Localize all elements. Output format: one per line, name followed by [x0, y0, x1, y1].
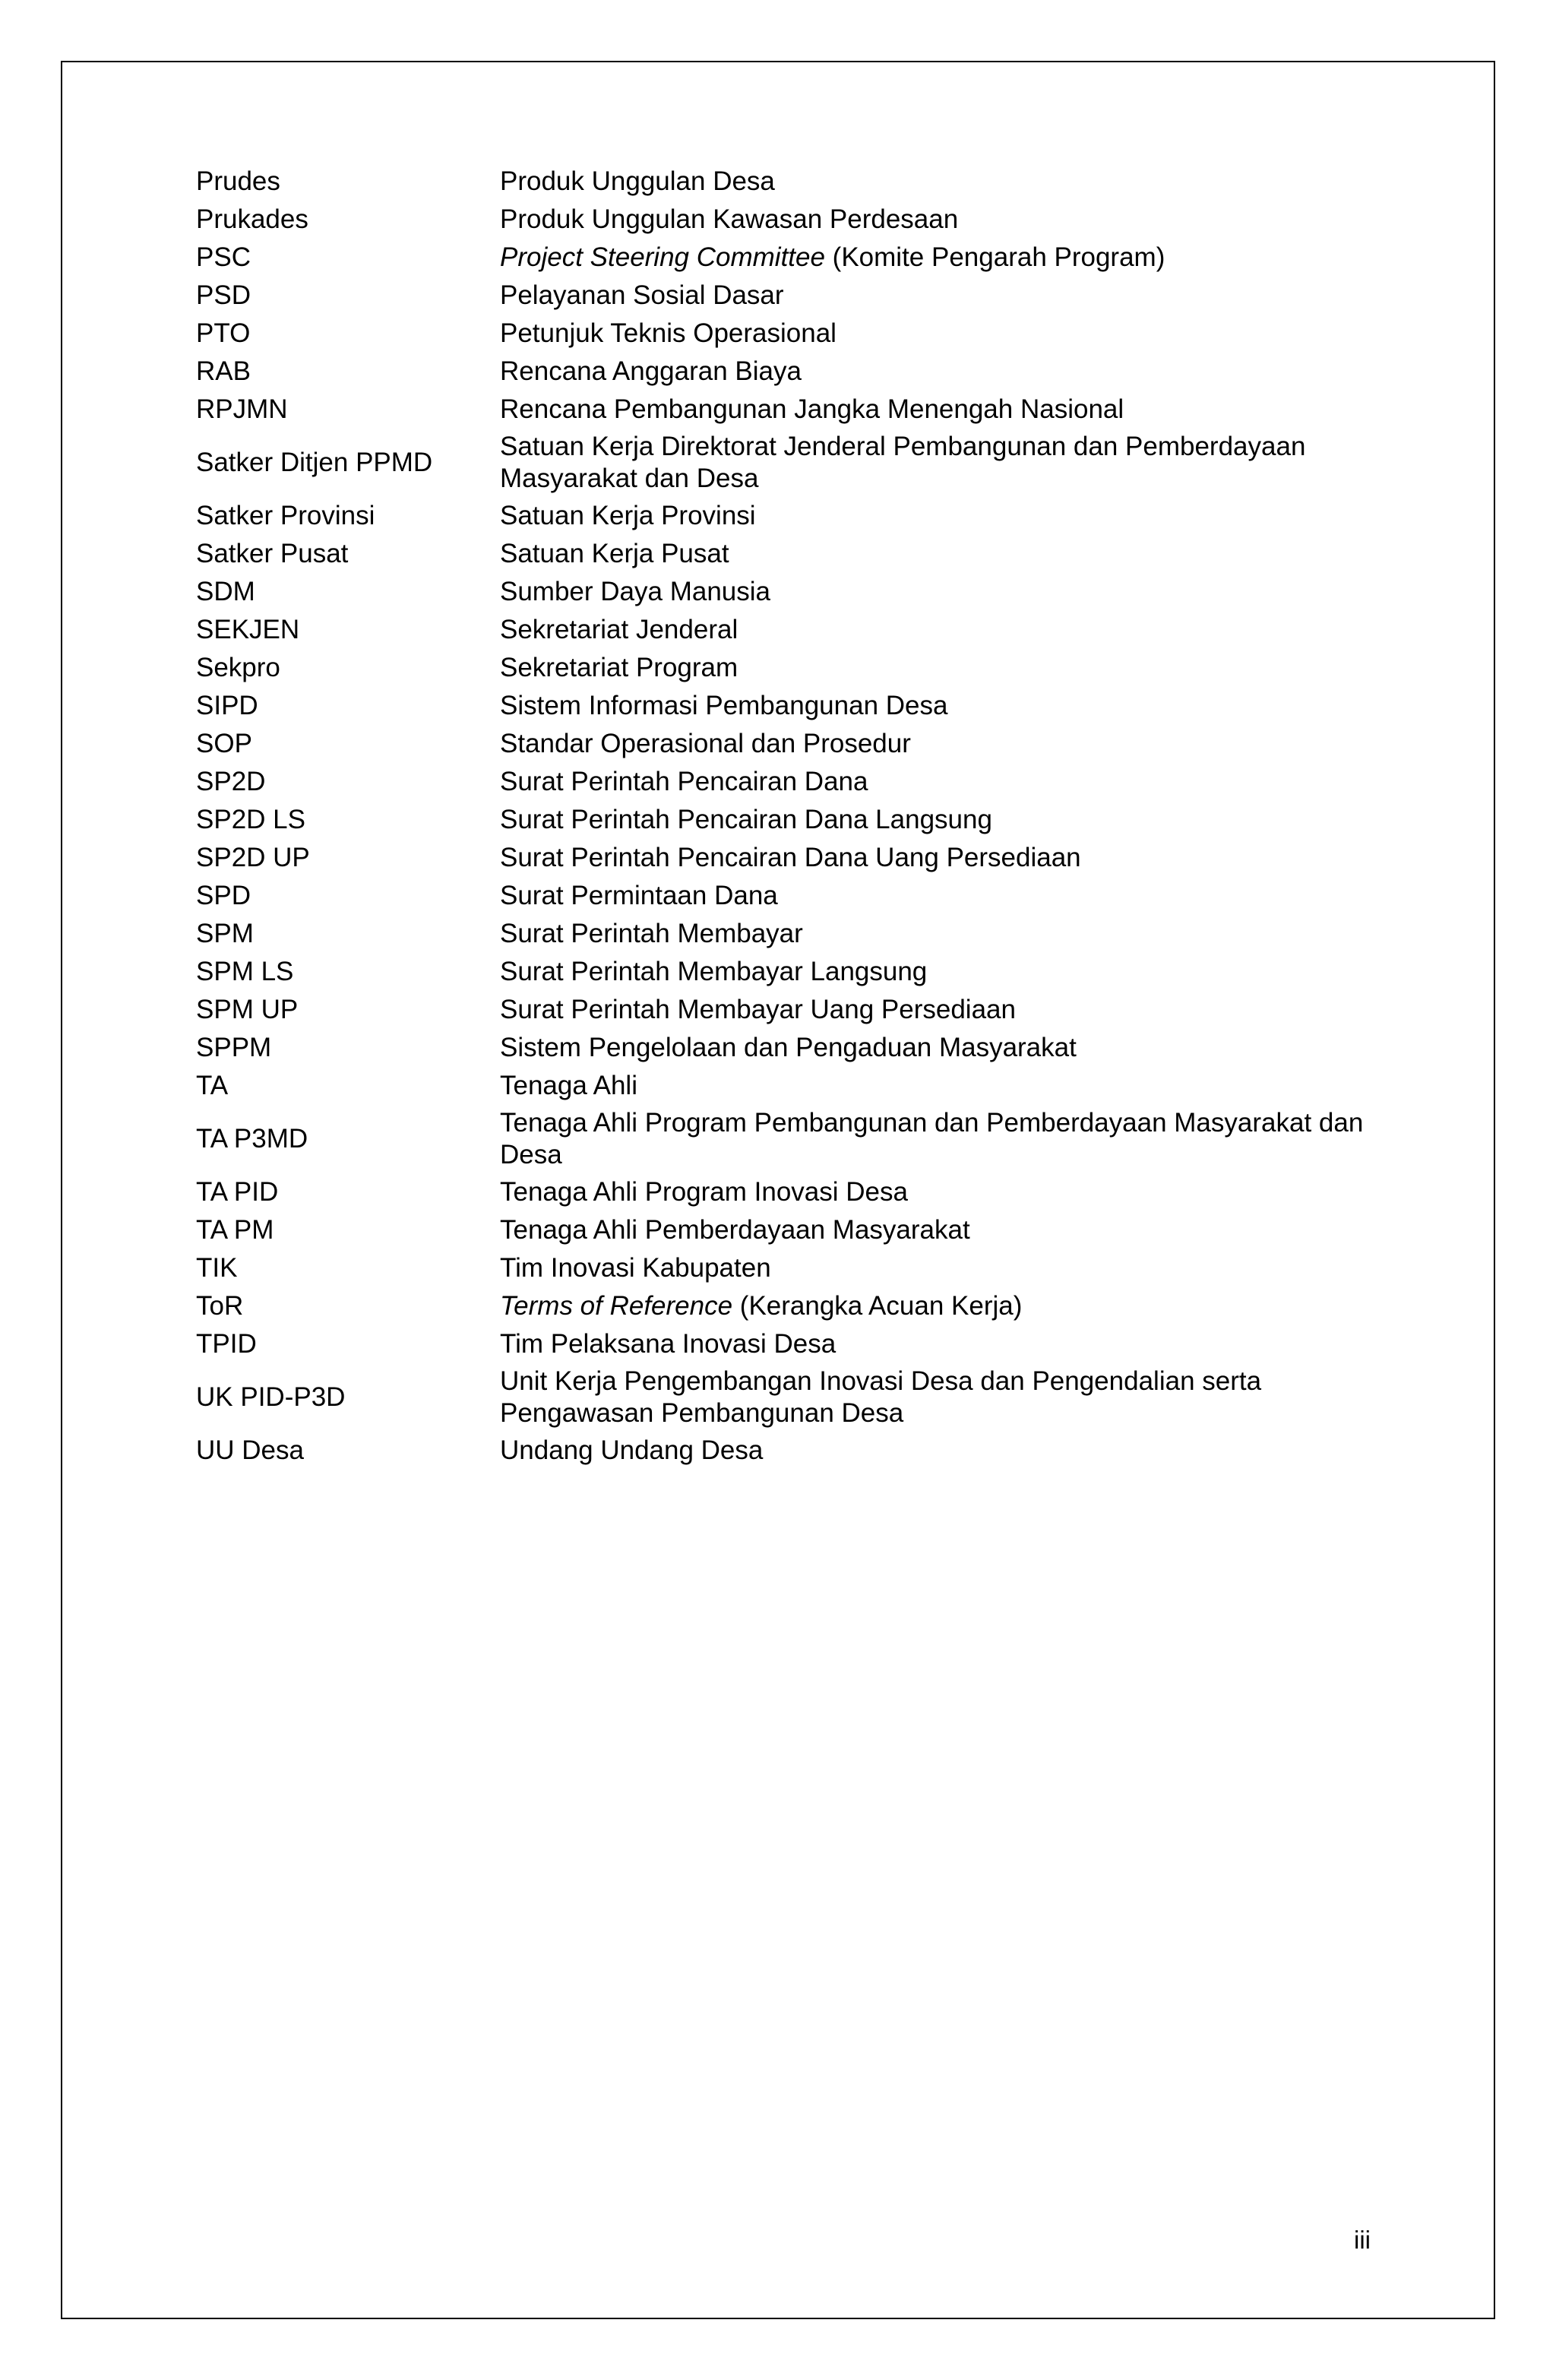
abbreviation-term: RPJMN — [196, 394, 288, 424]
abbreviation-definition: Surat Perintah Pencairan Dana Langsung — [500, 805, 992, 834]
definition-translation: (Kerangka Acuan Kerja) — [732, 1291, 1023, 1321]
abbreviation-row — [196, 801, 1381, 839]
abbreviation-term: RAB — [196, 356, 251, 386]
abbreviation-term: TA P3MD — [196, 1124, 308, 1154]
abbreviation-term: SP2D UP — [196, 843, 310, 872]
abbreviation-definition: Sumber Daya Manusia — [500, 577, 770, 606]
abbreviation-term: SEKJEN — [196, 615, 300, 644]
abbreviation-term: UK PID-P3D — [196, 1382, 346, 1412]
abbreviation-row — [196, 1325, 1381, 1363]
abbreviation-term: TA PID — [196, 1177, 279, 1207]
abbreviation-term: SIPD — [196, 691, 258, 720]
abbreviation-term: Satker Ditjen PPMD — [196, 448, 433, 477]
abbreviation-definition: Satuan Kerja Provinsi — [500, 501, 756, 530]
abbreviation-term: SP2D LS — [196, 805, 305, 834]
abbreviation-row — [196, 915, 1381, 953]
abbreviation-term: TPID — [196, 1329, 257, 1359]
abbreviation-definition: Sekretariat Program — [500, 653, 738, 682]
abbreviation-term: SPM UP — [196, 995, 299, 1024]
definition-italic-term: Terms of Reference — [500, 1291, 733, 1321]
abbreviation-term: PSD — [196, 280, 251, 310]
abbreviation-row — [196, 1173, 1381, 1211]
abbreviation-row — [196, 649, 1381, 687]
definition-translation: (Komite Pengarah Program) — [824, 242, 1165, 272]
abbreviation-row — [196, 1029, 1381, 1067]
abbreviation-definition: Satuan Kerja Direktorat Jenderal Pembangunan dan Pemberdayaan Masyarakat dan Desa — [500, 432, 1306, 493]
abbreviation-definition: Surat Perintah Membayar Langsung — [500, 957, 928, 986]
abbreviation-row — [196, 991, 1381, 1029]
abbreviation-definition: Produk Unggulan Kawasan Perdesaan — [500, 204, 959, 234]
abbreviation-definition: Surat Perintah Pencairan Dana Uang Persediaan — [500, 843, 1081, 872]
abbreviation-row — [196, 163, 1381, 201]
abbreviation-term: Sekpro — [196, 653, 280, 682]
abbreviation-term: Satker Pusat — [196, 539, 349, 568]
abbreviation-definition: Tim Pelaksana Inovasi Desa — [500, 1329, 837, 1359]
abbreviation-definition: Standar Operasional dan Prosedur — [500, 729, 911, 758]
abbreviation-row — [196, 1432, 1381, 1470]
abbreviation-definition: Surat Perintah Membayar Uang Persediaan — [500, 995, 1016, 1024]
abbreviation-row — [196, 839, 1381, 877]
abbreviation-row — [196, 239, 1381, 277]
abbreviation-term: PTO — [196, 318, 251, 348]
abbreviation-row — [196, 201, 1381, 239]
abbreviation-definition: Undang Undang Desa — [500, 1435, 764, 1465]
abbreviation-row — [196, 315, 1381, 353]
abbreviation-row — [196, 611, 1381, 649]
abbreviation-term: TA — [196, 1071, 229, 1100]
abbreviation-row — [196, 353, 1381, 391]
abbreviation-definition: Tenaga Ahli — [500, 1071, 637, 1100]
abbreviation-term: SP2D — [196, 767, 266, 796]
abbreviation-definition — [500, 1287, 1381, 1325]
abbreviation-definition: Rencana Pembangunan Jangka Menengah Nasional — [500, 394, 1124, 424]
definition-italic-term: Project Steering Committee — [500, 242, 825, 272]
abbreviation-definition: Sistem Pengelolaan dan Pengaduan Masyarakat — [500, 1033, 1077, 1062]
abbreviation-row — [196, 1363, 1381, 1432]
abbreviation-term: SPD — [196, 881, 251, 910]
abbreviation-term: TA PM — [196, 1215, 274, 1245]
abbreviation-row — [196, 535, 1381, 573]
abbreviation-row — [196, 687, 1381, 725]
abbreviation-definition: Tim Inovasi Kabupaten — [500, 1253, 771, 1283]
abbreviation-term: Prukades — [196, 204, 308, 234]
abbreviation-term: ToR — [196, 1291, 244, 1321]
abbreviation-row — [196, 953, 1381, 991]
abbreviation-term: UU Desa — [196, 1435, 304, 1465]
abbreviation-definition: Rencana Anggaran Biaya — [500, 356, 802, 386]
abbreviation-row — [196, 763, 1381, 801]
abbreviation-term: SPPM — [196, 1033, 272, 1062]
abbreviation-row — [196, 1249, 1381, 1287]
abbreviation-row — [196, 497, 1381, 535]
abbreviation-definition: Surat Perintah Membayar — [500, 919, 803, 948]
abbreviation-row — [196, 429, 1381, 497]
abbreviation-definition: Tenaga Ahli Program Inovasi Desa — [500, 1177, 908, 1207]
abbreviation-table — [196, 163, 1381, 1470]
abbreviation-row — [196, 573, 1381, 611]
abbreviation-definition — [500, 239, 1381, 277]
abbreviation-definition: Tenaga Ahli Program Pembangunan dan Pemberdayaan Masyarakat dan Desa — [500, 1108, 1364, 1169]
abbreviation-definition: Produk Unggulan Desa — [500, 166, 775, 196]
abbreviation-term: SPM — [196, 919, 254, 948]
abbreviation-row — [196, 1067, 1381, 1105]
abbreviation-term: PSC — [196, 242, 251, 272]
abbreviation-definition: Unit Kerja Pengembangan Inovasi Desa dan Pengendalian serta Pengawasan Pembangunan Desa — [500, 1366, 1262, 1428]
abbreviation-term: Satker Provinsi — [196, 501, 375, 530]
abbreviation-term: SDM — [196, 577, 255, 606]
abbreviation-definition: Sistem Informasi Pembangunan Desa — [500, 691, 948, 720]
abbreviation-row — [196, 1105, 1381, 1173]
abbreviation-term: SPM LS — [196, 957, 294, 986]
abbreviation-row — [196, 1211, 1381, 1249]
abbreviation-definition: Pelayanan Sosial Dasar — [500, 280, 784, 310]
abbreviation-definition: Tenaga Ahli Pemberdayaan Masyarakat — [500, 1215, 970, 1245]
abbreviation-definition: Sekretariat Jenderal — [500, 615, 738, 644]
abbreviation-row — [196, 725, 1381, 763]
page-number: iii — [1354, 2226, 1371, 2254]
abbreviation-row — [196, 391, 1381, 429]
abbreviation-term: SOP — [196, 729, 252, 758]
abbreviation-row — [196, 277, 1381, 315]
abbreviation-definition: Petunjuk Teknis Operasional — [500, 318, 837, 348]
abbreviation-table-body — [196, 163, 1381, 1470]
abbreviation-term: TIK — [196, 1253, 238, 1283]
abbreviation-row — [196, 1287, 1381, 1325]
abbreviation-definition: Surat Permintaan Dana — [500, 881, 778, 910]
abbreviation-definition: Surat Perintah Pencairan Dana — [500, 767, 868, 796]
abbreviation-definition: Satuan Kerja Pusat — [500, 539, 729, 568]
abbreviation-row — [196, 877, 1381, 915]
abbreviation-term: Prudes — [196, 166, 280, 196]
